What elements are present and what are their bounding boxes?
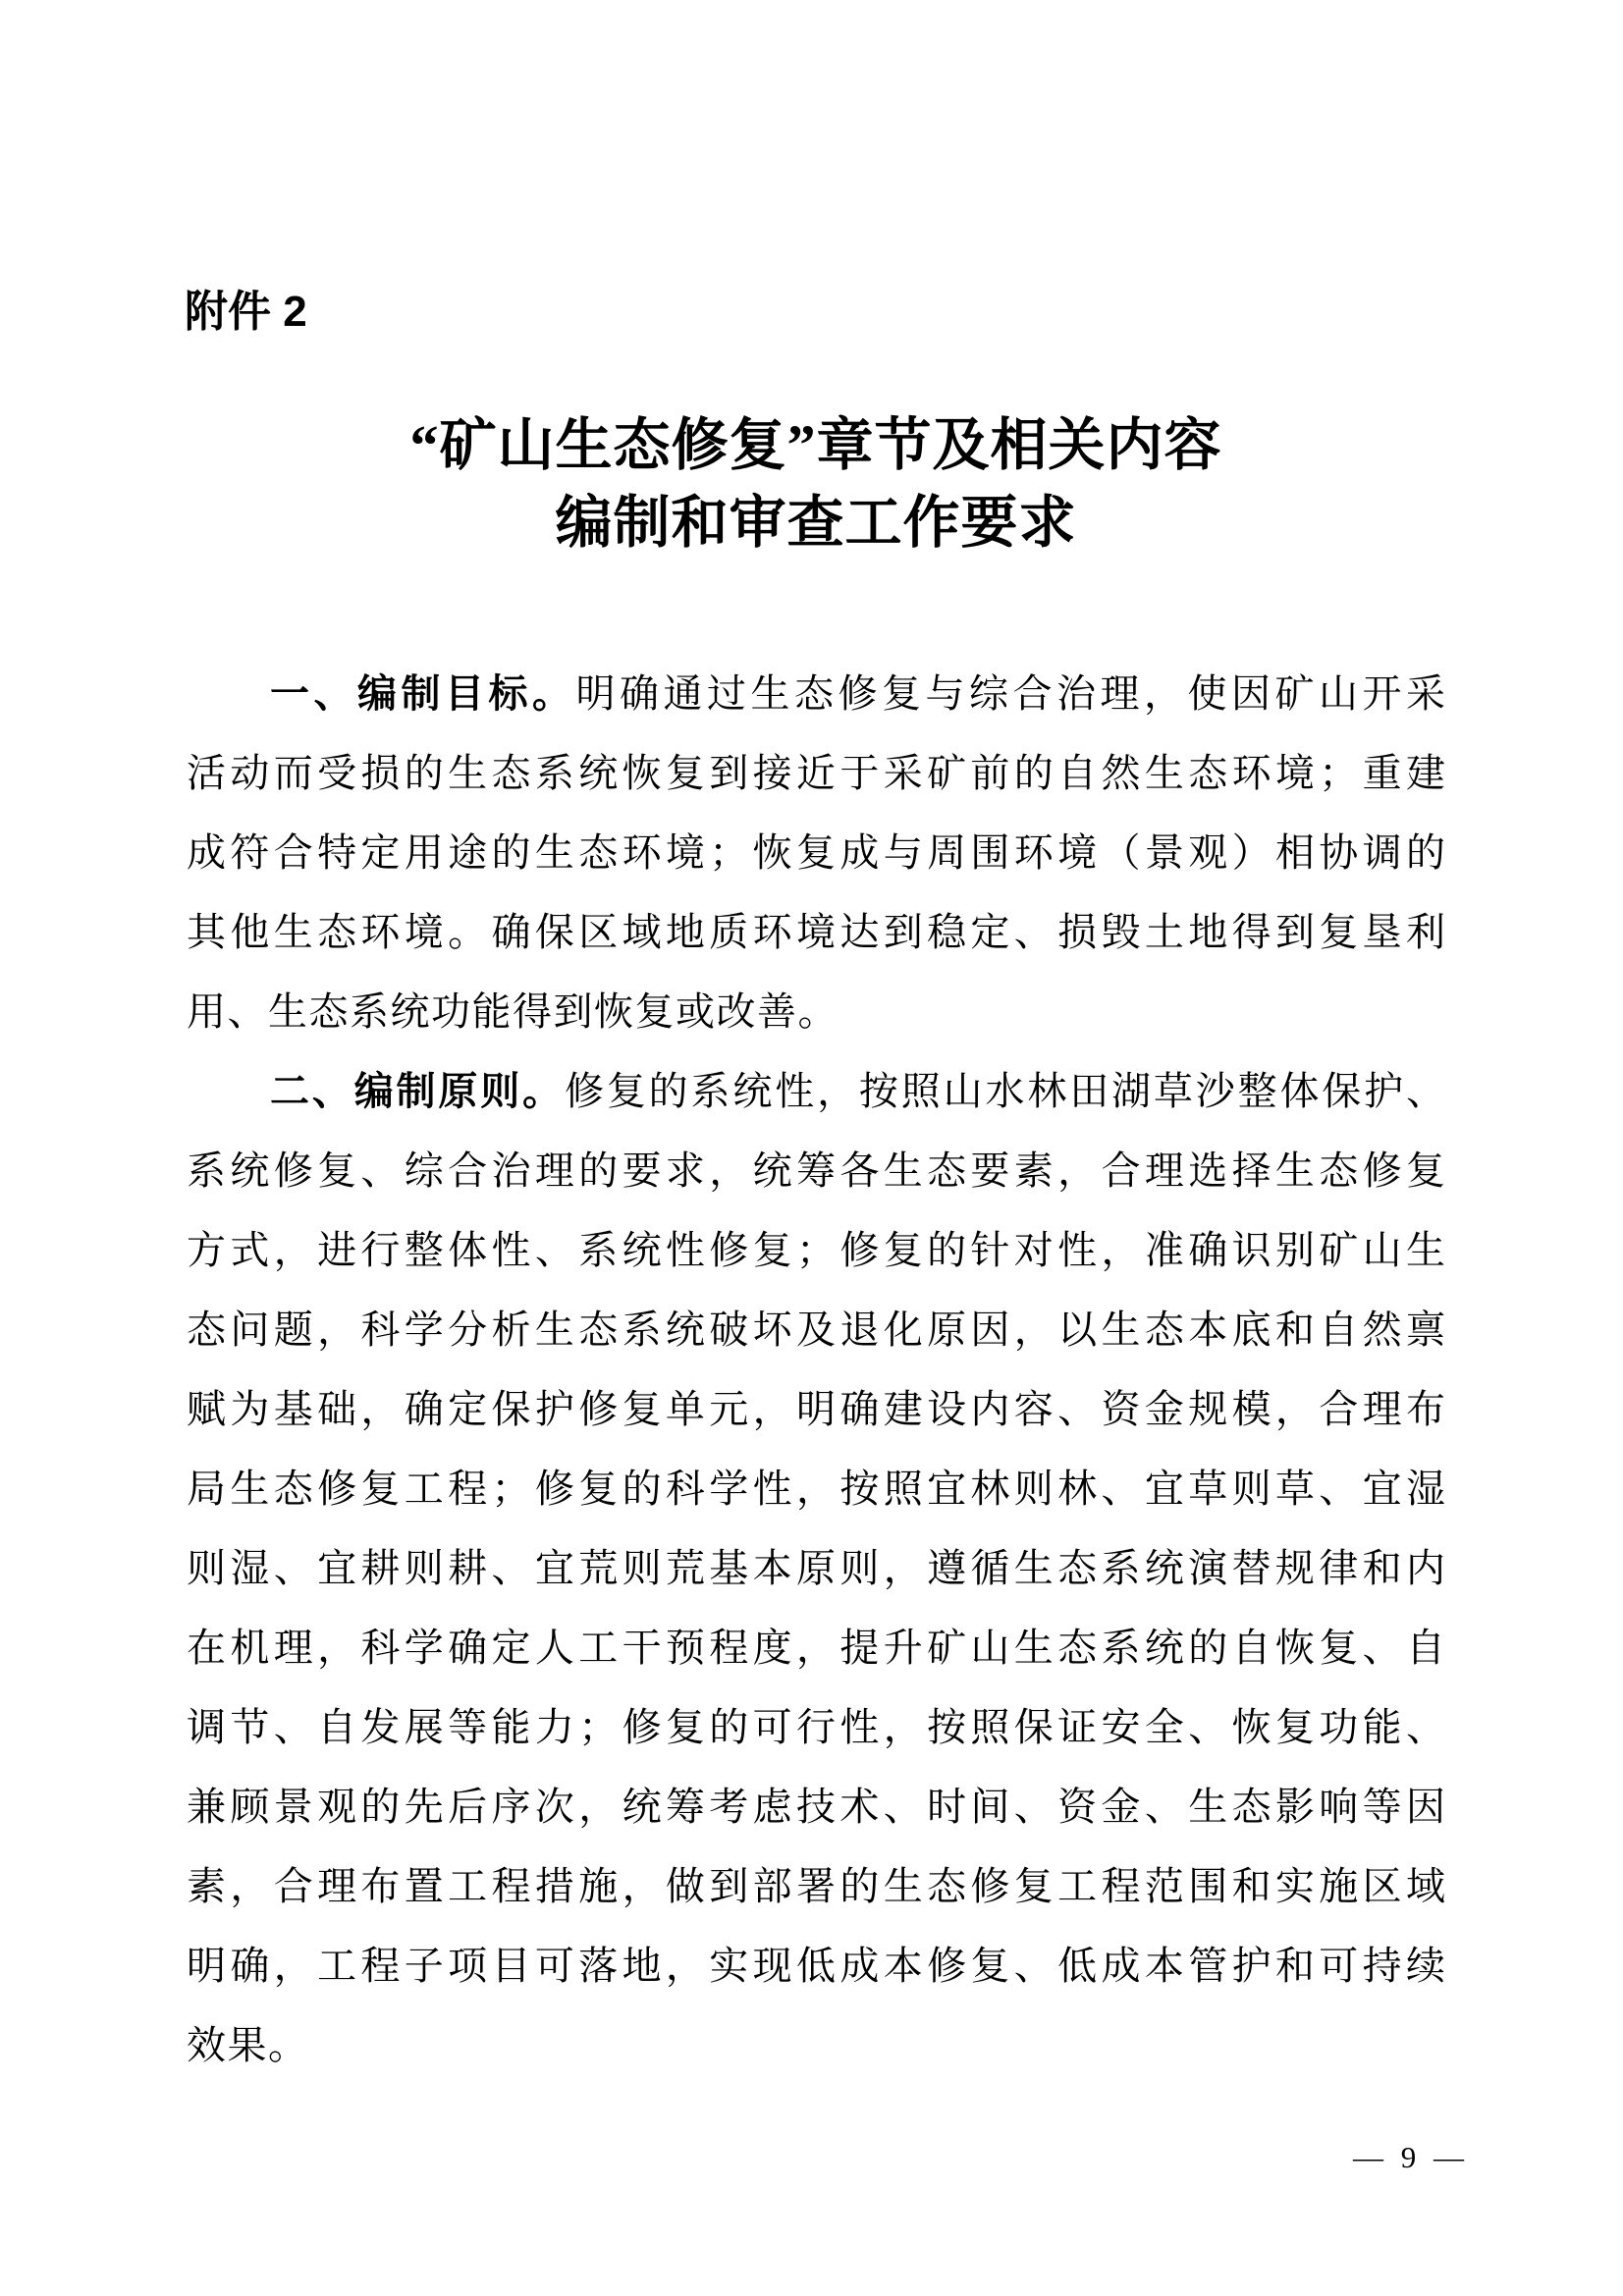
body-line-text: 赋为基础，确定保护修复单元，明确建设内容、资金规模，合理布	[187, 1387, 1445, 1431]
body-line	[187, 1210, 1445, 1290]
body-line-text: 在机理，科学确定人工干预程度，提升矿山生态系统的自恢复、自	[187, 1626, 1445, 1670]
body-line-text: 其他生态环境。确保区域地质环境达到稳定、损毁土地得到复垦利	[187, 910, 1445, 954]
body-line-text: 明确通过生态修复与综合治理，使因矿山开采	[575, 671, 1445, 716]
body-line-text: 局生态修复工程；修复的科学性，按照宜林则林、宜草则草、宜湿	[187, 1467, 1445, 1511]
body-line	[187, 733, 1445, 813]
body-line	[187, 1926, 1445, 2005]
body-line-text: 用、生态系统功能得到恢复或改善。	[187, 989, 839, 1034]
document-title-line1: “矿山生态修复”章节及相关内容	[409, 413, 1222, 477]
body-line	[187, 1687, 1445, 1767]
body-line-text: 态问题，科学分析生态系统破坏及退化原因，以生态本底和自然禀	[187, 1308, 1445, 1352]
body-text	[187, 654, 1445, 2085]
body-line-text: 素，合理布置工程措施，做到部署的生态修复工程范围和实施区域	[187, 1864, 1445, 1908]
body-line-text: 则湿、宜耕则耕、宜荒则荒基本原则，遵循生态系统演替规律和内	[187, 1546, 1445, 1590]
body-line	[187, 1131, 1445, 1210]
body-line-text: 系统修复、综合治理的要求，统筹各生态要素，合理选择生态修复	[187, 1148, 1445, 1193]
body-line	[187, 892, 1445, 972]
body-line	[187, 2005, 1445, 2085]
body-line	[187, 1369, 1445, 1449]
body-line-text: 明确，工程子项目可落地，实现低成本修复、低成本管护和可持续	[187, 1944, 1445, 1988]
body-line	[187, 654, 1445, 733]
paragraph-lead: 二、编制原则。	[270, 1069, 565, 1113]
document-title	[187, 406, 1445, 561]
body-line-text: 方式，进行整体性、系统性修复；修复的针对性，准确识别矿山生	[187, 1228, 1445, 1272]
body-line-text: 修复的系统性，按照山水林田湖草沙整体保护、	[564, 1069, 1445, 1113]
attachment-label: 附件 2	[185, 288, 307, 336]
body-line	[187, 1449, 1445, 1528]
body-line	[187, 1846, 1445, 1926]
body-line-text: 调节、自发展等能力；修复的可行性，按照保证安全、恢复功能、	[187, 1705, 1445, 1749]
page-number: — 9 —	[1353, 2140, 1469, 2174]
document-title-line2: 编制和审查工作要求	[555, 491, 1077, 555]
body-line	[187, 1767, 1445, 1846]
body-line-text: 兼顾景观的先后序次，统筹考虑技术、时间、资金、生态影响等因	[187, 1785, 1445, 1829]
body-line	[187, 1290, 1445, 1369]
body-line	[187, 1528, 1445, 1608]
body-line	[187, 972, 1445, 1051]
body-line-text: 活动而受损的生态系统恢复到接近于采矿前的自然生态环境；重建	[187, 751, 1445, 795]
body-line-text: 成符合特定用途的生态环境；恢复成与周围环境（景观）相协调的	[187, 830, 1445, 875]
body-line	[187, 813, 1445, 892]
body-line-text: 效果。	[187, 2023, 309, 2067]
paragraph-lead: 一、编制目标。	[270, 671, 576, 716]
body-line	[187, 1608, 1445, 1687]
body-line	[187, 1051, 1445, 1131]
